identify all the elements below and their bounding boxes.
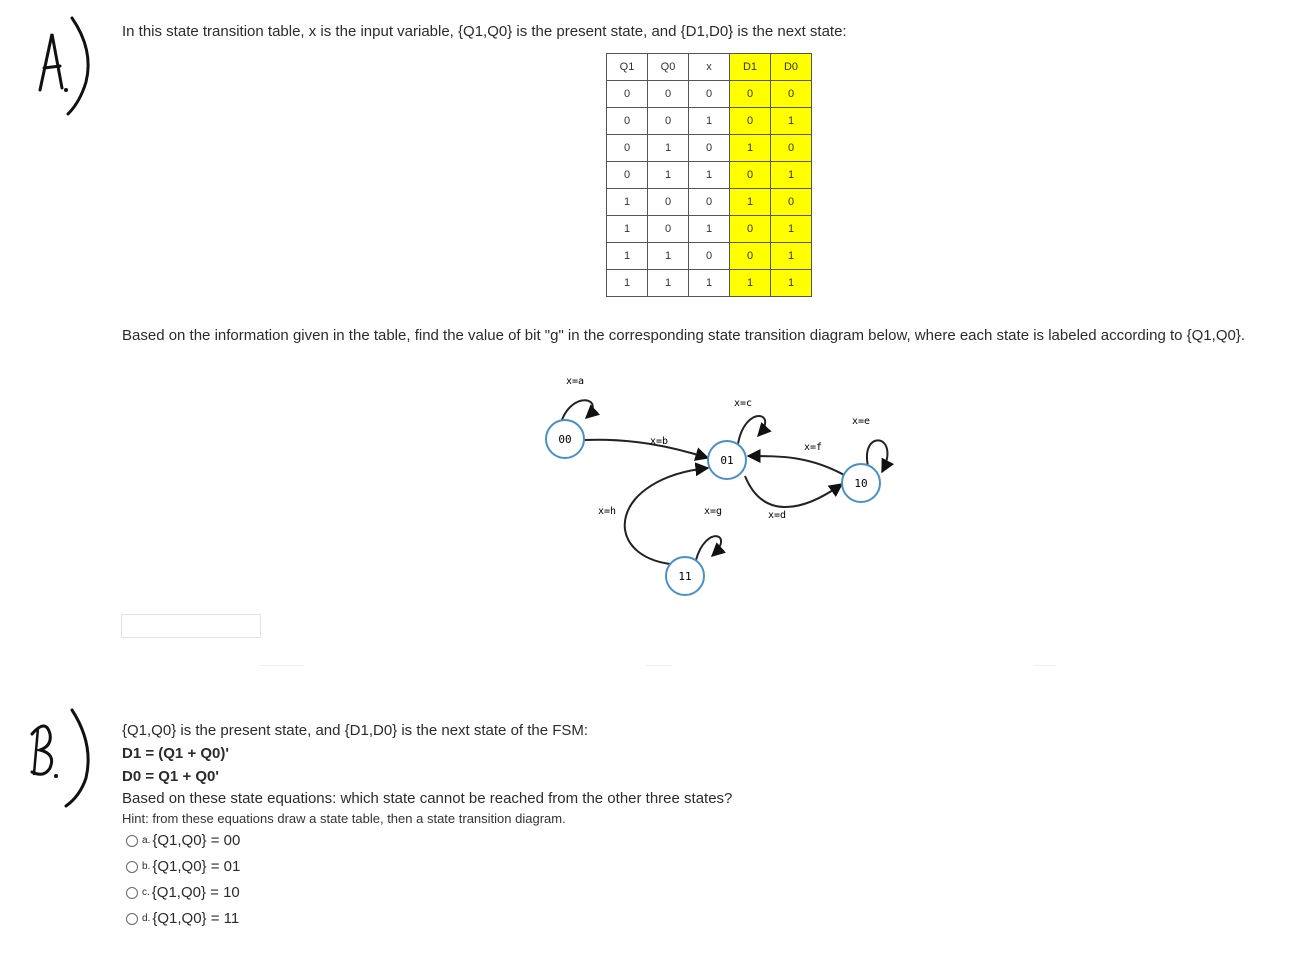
cell: 1 — [689, 216, 730, 243]
edge-00-01 — [584, 440, 708, 458]
radio-button[interactable] — [126, 913, 138, 925]
option-letter: d. — [142, 913, 151, 924]
cell: 0 — [607, 162, 648, 189]
cell: 1 — [689, 162, 730, 189]
option-label: {Q1,Q0} = 01 — [152, 858, 241, 875]
edge-label-d: x=d — [768, 510, 787, 521]
edge-label-c: x=c — [734, 398, 753, 409]
table-row — [607, 270, 812, 297]
state-transition-table — [606, 53, 812, 297]
state-node-01 — [708, 441, 746, 479]
table-row — [607, 189, 812, 216]
cell: 1 — [607, 189, 648, 216]
table-row — [607, 162, 812, 189]
table-row — [607, 135, 812, 162]
cell: 0 — [689, 189, 730, 216]
edge-10-01 — [748, 456, 846, 476]
cell: 0 — [730, 108, 771, 135]
cell: 1 — [607, 216, 648, 243]
part-a-prompt: In this state transition table, x is the input variable, {Q1,Q0} is the present state, and {D1,D0} is the next state: — [122, 23, 847, 40]
option-letter: a. — [142, 835, 151, 846]
header-q1: Q1 — [607, 54, 648, 81]
cell: 0 — [607, 135, 648, 162]
cell: 1 — [771, 243, 812, 270]
option-letter: c. — [142, 887, 150, 898]
option-b[interactable] — [126, 858, 240, 875]
state-label-11: 11 — [678, 570, 692, 583]
table-row — [607, 216, 812, 243]
divider — [1034, 665, 1056, 666]
option-letter: b. — [142, 861, 151, 872]
edge-label-a: x=a — [566, 376, 585, 387]
state-node-10 — [842, 464, 880, 502]
cell: 0 — [771, 189, 812, 216]
part-b-intro: {Q1,Q0} is the present state, and {D1,D0} is the next state of the FSM: — [122, 722, 589, 739]
option-label: {Q1,Q0} = 11 — [152, 910, 240, 927]
header-q0: Q0 — [648, 54, 689, 81]
handwritten-a-marker — [28, 10, 108, 120]
cell: 0 — [771, 135, 812, 162]
header-d0: D0 — [771, 54, 812, 81]
cell: 0 — [648, 216, 689, 243]
option-label: {Q1,Q0} = 00 — [152, 832, 241, 849]
cell: 0 — [689, 81, 730, 108]
cell: 1 — [689, 270, 730, 297]
edge-label-h: x=h — [598, 506, 617, 517]
cell: 1 — [648, 243, 689, 270]
cell: 1 — [648, 270, 689, 297]
table-row — [607, 243, 812, 270]
cell: 0 — [730, 162, 771, 189]
cell: 1 — [771, 270, 812, 297]
edge-01-self — [738, 416, 765, 444]
option-c[interactable] — [126, 884, 240, 901]
edge-01-10 — [745, 476, 842, 507]
cell: 1 — [730, 270, 771, 297]
cell: 0 — [607, 81, 648, 108]
option-d[interactable] — [126, 910, 239, 927]
radio-button[interactable] — [126, 861, 138, 873]
edge-11-self — [696, 536, 721, 560]
cell: 1 — [730, 189, 771, 216]
handwritten-b-marker — [24, 704, 104, 814]
cell: 1 — [771, 216, 812, 243]
option-label: {Q1,Q0} = 10 — [151, 884, 240, 901]
radio-button[interactable] — [126, 835, 138, 847]
edge-label-g: x=g — [704, 506, 723, 517]
radio-button[interactable] — [126, 887, 138, 899]
cell: 0 — [689, 135, 730, 162]
part-b-hint: Hint: from these equations draw a state table, then a state transition diagram. — [122, 811, 566, 826]
state-node-11 — [666, 557, 704, 595]
cell: 0 — [689, 243, 730, 270]
divider — [646, 665, 672, 666]
header-d1: D1 — [730, 54, 771, 81]
cell: 1 — [689, 108, 730, 135]
edge-label-b: x=b — [650, 436, 669, 447]
part-a-question: Based on the information given in the table, find the value of bit "g" in the corresponding state transition diagram below, where each state is labeled according to {Q1,Q0}. — [122, 327, 1246, 344]
cell: 1 — [771, 108, 812, 135]
divider — [260, 665, 304, 666]
part-b-question: Based on these state equations: which state cannot be reached from the other three states? — [122, 790, 733, 807]
cell: 0 — [648, 108, 689, 135]
state-label-01: 01 — [720, 454, 734, 467]
equation-d0: D0 = Q1 + Q0' — [122, 768, 219, 785]
cell: 1 — [607, 270, 648, 297]
cell: 1 — [730, 135, 771, 162]
table-row — [607, 81, 812, 108]
state-label-00: 00 — [558, 433, 572, 446]
cell: 0 — [648, 81, 689, 108]
cell: 0 — [730, 81, 771, 108]
state-label-10: 10 — [854, 477, 868, 490]
edge-11-01 — [625, 468, 708, 564]
header-x: x — [689, 54, 730, 81]
cell: 0 — [730, 216, 771, 243]
equation-d1: D1 = (Q1 + Q0)' — [122, 745, 229, 762]
cell: 1 — [648, 162, 689, 189]
table-row — [607, 108, 812, 135]
option-a[interactable] — [126, 832, 240, 849]
edge-label-f: x=f — [804, 442, 823, 453]
cell: 1 — [771, 162, 812, 189]
table-header-row — [607, 54, 812, 81]
cell: 0 — [648, 189, 689, 216]
cell: 0 — [771, 81, 812, 108]
cell: 1 — [607, 243, 648, 270]
state-transition-diagram — [500, 368, 920, 608]
cell: 0 — [607, 108, 648, 135]
cell: 1 — [648, 135, 689, 162]
answer-input[interactable] — [121, 614, 261, 638]
state-node-00 — [546, 420, 584, 458]
cell: 0 — [730, 243, 771, 270]
edge-label-e: x=e — [852, 416, 871, 427]
